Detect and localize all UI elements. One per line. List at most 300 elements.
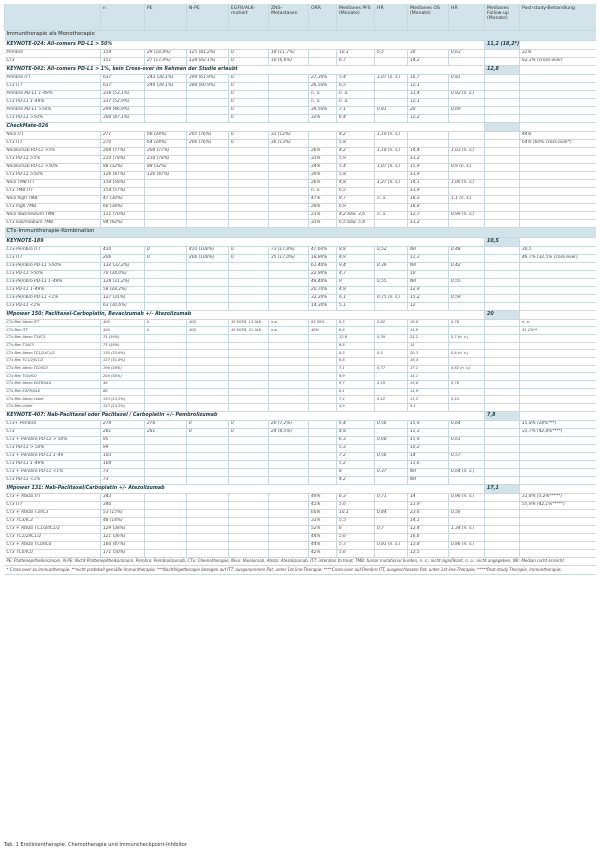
table-cell (520, 541, 597, 549)
table-cell (229, 468, 269, 476)
table-row (5, 365, 597, 373)
table-cell: n. a. (520, 319, 597, 327)
table-cell: 281 (101, 428, 145, 436)
table-row (5, 302, 597, 310)
table-cell: 14,9 (408, 388, 449, 396)
table-cell (520, 517, 597, 525)
table-cell: 278 (101, 420, 145, 428)
table-cell (269, 171, 309, 179)
table-cell (145, 436, 187, 444)
table-cell: 33% (309, 219, 337, 227)
table-cell (485, 517, 520, 525)
table-cell: 66 (101, 388, 145, 396)
table-cell: 10,5 (485, 237, 520, 246)
table-cell (187, 98, 229, 106)
study-row (5, 411, 597, 420)
table-cell (485, 357, 520, 365)
table-cell: 75 (19%) (101, 334, 145, 342)
table-row (5, 57, 597, 65)
table-cell (520, 365, 597, 373)
table-cell (229, 294, 269, 302)
table-cell: 243 (38,1%) (145, 74, 187, 82)
table-cell (520, 163, 597, 171)
column-header (5, 4, 101, 30)
table-cell: 62,3% (cross-over) (520, 57, 597, 65)
table-cell: 153 (13,2%) (101, 396, 145, 404)
table-cell (485, 106, 520, 114)
table-cell (269, 262, 309, 270)
table-cell: 88 (32%) (101, 163, 145, 171)
table-cell (485, 302, 520, 310)
table-cell: 6,9 (337, 373, 375, 381)
table-cell: 0,56 (449, 509, 485, 517)
table-row (5, 139, 597, 147)
table-cell (229, 541, 269, 549)
table-cell (269, 549, 309, 557)
table-cell (145, 342, 187, 350)
table-cell (520, 211, 597, 219)
table-cell: 0,77 (375, 365, 408, 373)
table-cell: 400 (101, 319, 145, 327)
table-cell (229, 460, 269, 468)
table-cell (520, 219, 597, 227)
table-cell: 14,2 (408, 57, 449, 65)
table-cell (309, 357, 337, 365)
table-cell: 0,7 (375, 525, 408, 533)
study-title: CheckMate-026 (5, 122, 485, 131)
table-cell (485, 171, 520, 179)
table-cell: 60 (38%) (101, 203, 145, 211)
table-cell: 299 (46,9%) (101, 106, 145, 114)
table-cell: 0,54 (449, 396, 485, 404)
table-cell (520, 294, 597, 302)
table-cell: 63,50% (309, 319, 337, 327)
table-cell (269, 436, 309, 444)
table-row (5, 541, 597, 549)
table-cell: 31% (520, 49, 597, 57)
table-cell (485, 219, 520, 227)
table-cell: 6,4 (337, 420, 375, 428)
table-cell (449, 57, 485, 65)
table-cell: Nivo ITT (5, 131, 101, 139)
table-cell (520, 203, 597, 211)
table-cell: 0,62 (375, 319, 408, 327)
table-container (4, 4, 596, 829)
table-cell: NR (408, 262, 449, 270)
table-cell: 49% (309, 493, 337, 501)
table-cell: 0,59 (375, 381, 408, 389)
table-cell: 340 (101, 501, 145, 509)
table-cell: CTx TMB ITT (5, 187, 101, 195)
table-cell: Pembro PD-L1 >50% (5, 106, 101, 114)
table-cell (520, 357, 597, 365)
table-cell: CTx-Pembro PD-L1 1–49% (5, 278, 101, 286)
table-cell: 20,3 (408, 350, 449, 358)
table-cell: 73 (17,8%) (269, 246, 309, 254)
table-cell: 35 (17,0%) (269, 254, 309, 262)
table-cell (520, 460, 597, 468)
table-cell: 6,1 (337, 294, 375, 302)
table-cell (269, 163, 309, 171)
table-row (5, 549, 597, 557)
table-cell (309, 444, 337, 452)
table-row (5, 388, 597, 396)
table-cell: 15,9 (408, 420, 449, 428)
table-cell: 5,6 (337, 501, 375, 509)
table-cell (485, 468, 520, 476)
table-cell: 14,1 (408, 179, 449, 187)
table-cell: 64% (60% cross-over*) (520, 139, 597, 147)
table-cell: CTx PD-L1 > 50% (5, 444, 101, 452)
table-cell: 126 (47%) (101, 171, 145, 179)
table-row (5, 211, 597, 219)
table-cell: 73 (101, 468, 145, 476)
table-cell (229, 350, 269, 358)
table-cell (309, 428, 337, 436)
study-row (5, 310, 597, 319)
table-cell: 1,1 (n. s.) (449, 195, 485, 203)
table-cell: 29 (18,8%) (145, 49, 187, 57)
table-cell: 12,1 (408, 82, 449, 90)
table-cell (269, 203, 309, 211)
table-cell: 73 (101, 476, 145, 484)
table-cell: 0,68 (375, 436, 408, 444)
table-cell: CTx + Atezo TC0/IC0 (5, 541, 101, 549)
table-row (5, 155, 597, 163)
table-cell: CTx ITT (5, 139, 101, 147)
table-cell (229, 501, 269, 509)
table-cell: 157 (14,2%) (101, 404, 145, 412)
table-cell (485, 436, 520, 444)
table-cell: 281 (145, 428, 187, 436)
table-cell (485, 396, 520, 404)
table-cell (229, 187, 269, 195)
table-cell: 48 (14%) (101, 517, 145, 525)
table-cell (187, 381, 229, 389)
table-cell (269, 278, 309, 286)
table-cell: 6,9 (337, 203, 375, 211)
study-row (5, 237, 597, 246)
table-cell (485, 404, 520, 412)
table-cell (375, 428, 408, 436)
table-cell (187, 436, 229, 444)
table-cell (485, 476, 520, 484)
table-cell (485, 155, 520, 163)
table-cell: 0,55 (449, 278, 485, 286)
table-row (5, 147, 597, 155)
table-cell: 200 (50%) (101, 373, 145, 381)
table-cell (187, 350, 229, 358)
table-cell (229, 404, 269, 412)
section-title: Immuntherapie als Monotherapie (5, 30, 597, 40)
table-cell: 0,55 (375, 278, 408, 286)
table-cell: 4,8 (337, 428, 375, 436)
table-cell (269, 90, 309, 98)
column-header: ZNS-Metastasen (269, 4, 309, 30)
table-cell: 13,9 (408, 501, 449, 509)
table-cell (187, 533, 229, 541)
table-cell (485, 334, 520, 342)
table-cell: NR (408, 476, 449, 484)
table-cell: CTx + Atezo TC1/2/IC1/2 (5, 525, 101, 533)
table-cell (309, 334, 337, 342)
table-cell (449, 476, 485, 484)
table-row (5, 420, 597, 428)
table-cell (375, 254, 408, 262)
table-cell: n. a. (337, 90, 375, 98)
table-cell: 388 (60,9%) (187, 82, 229, 90)
table-cell (520, 525, 597, 533)
table-cell (145, 203, 187, 211)
table-cell (269, 468, 309, 476)
table-row (5, 179, 597, 187)
table-cell: 18,3 (408, 195, 449, 203)
table-cell: 88 (32%) (145, 163, 187, 171)
table-cell (187, 155, 229, 163)
table-cell: Pembro ITT (5, 74, 101, 82)
table-cell: CTx + Pembro PD-L1 > 50% (5, 436, 101, 444)
table-cell (269, 286, 309, 294)
table-cell: 0,59 (449, 294, 485, 302)
table-cell: 410 (100%) (187, 246, 229, 254)
table-cell (520, 533, 597, 541)
table-cell (375, 82, 408, 90)
table-cell (520, 484, 597, 493)
column-header: N-PE (187, 4, 229, 30)
table-row (5, 350, 597, 358)
table-cell: 1,07 (n. s.) (375, 163, 408, 171)
table-cell (375, 270, 408, 278)
table-row (5, 246, 597, 254)
table-cell (269, 541, 309, 549)
table-cell (269, 365, 309, 373)
table-row (5, 90, 597, 98)
table-cell: 0,69 (449, 106, 485, 114)
table-cell (187, 357, 229, 365)
study-row (5, 484, 597, 493)
table-cell: 1,34 (n. s.) (449, 525, 485, 533)
table-cell: 44% (309, 541, 337, 549)
table-cell: NR (408, 246, 449, 254)
table-cell (309, 373, 337, 381)
table-cell: 18 (11,7%) (269, 49, 309, 57)
table-cell (520, 302, 597, 310)
table-cell: 103 (101, 452, 145, 460)
table-cell (145, 350, 187, 358)
table-cell (485, 509, 520, 517)
table-cell: 16,4 (408, 357, 449, 365)
table-cell (485, 525, 520, 533)
table-cell (187, 476, 229, 484)
table-cell (269, 350, 309, 358)
table-cell: 6,8 (337, 327, 375, 335)
table-cell (229, 365, 269, 373)
table-cell (187, 509, 229, 517)
table-cell: 99 (101, 444, 145, 452)
footnote: * Cross-over zu Immuntherapie, **nicht protokoll-gemäße Immuntherapie; ***Nachfolgetherapie bezogen auf ITT, ausgenommen Pat. unter 1st-line-Therapie; ****Cross-over auf Pembro ITT, ausgeschlossen Pat. unter 1st-line-Therapie; *****Post-study-Therapie, Immuntherapie; (5, 566, 597, 574)
table-cell: CTx ITT (5, 254, 101, 262)
table-cell: 206 (100%) (187, 254, 229, 262)
table-cell: 0,57 (449, 452, 485, 460)
footnote: PE: Plattenepithelkarzinom, N-PE: Nicht-Plattenepithelkarzinom, Pembro: Pembrolizumab, CTx: Chemotherapie, Nivo: Nivolumab, Atezo: Atezolizumab, ITT: intention to treat, TMB: tumor mutational burden, n. s.: nicht signifikant, n. a.: nicht angegeben, NR: Median nicht erreicht (5, 557, 597, 565)
section-row (5, 227, 597, 237)
table-cell (449, 155, 485, 163)
table-cell: 44% (309, 533, 337, 541)
study-row (5, 40, 597, 49)
table-cell (187, 106, 229, 114)
table-cell: 58 (28,2%) (101, 286, 145, 294)
study-title: KEYNOTE-024: All-comers PD-L1 > 50% (5, 40, 485, 49)
table-cell (187, 396, 229, 404)
table-cell: 26% (309, 179, 337, 187)
table-cell: Nivo TMB ITT (5, 179, 101, 187)
table-cell: 0 (229, 139, 269, 147)
table-cell: 0 (187, 420, 229, 428)
table-cell (485, 294, 520, 302)
column-header: PE (145, 4, 187, 30)
table-cell: 206 (101, 254, 145, 262)
table-cell: 6,1 (337, 388, 375, 396)
table-row (5, 254, 597, 262)
table-cell: 0,7 (n. s.) (449, 334, 485, 342)
table-cell (485, 533, 520, 541)
table-cell: 338 (53,1%) (101, 90, 145, 98)
table-cell (229, 533, 269, 541)
table-cell: 0 (229, 90, 269, 98)
table-cell (375, 444, 408, 452)
table-row (5, 509, 597, 517)
table-cell (520, 404, 597, 412)
table-cell: 10 (6,6%) (269, 57, 309, 65)
table-cell (375, 171, 408, 179)
table-cell (449, 270, 485, 278)
table-cell: 7,1 (337, 365, 375, 373)
table-cell (485, 203, 520, 211)
table-cell (449, 533, 485, 541)
table-cell: CTx Bev ITT (5, 327, 101, 335)
table-cell (375, 286, 408, 294)
table-cell: 28% (309, 203, 337, 211)
table-row (5, 404, 597, 412)
table-cell: Nivo high TMB (5, 195, 101, 203)
table-cell (229, 302, 269, 310)
table-cell (145, 476, 187, 484)
table-cell: 64 (24%) (145, 139, 187, 147)
table-cell (229, 286, 269, 294)
column-header: Medianes Follow-up (Monate) (485, 4, 520, 30)
table-cell (309, 436, 337, 444)
table-cell: 0,42 (449, 262, 485, 270)
table-cell (449, 357, 485, 365)
table-cell (449, 517, 485, 525)
table-cell (485, 327, 520, 335)
table-cell (269, 452, 309, 460)
table-cell: NR (408, 278, 449, 286)
table-cell: 66 (24%) (145, 131, 187, 139)
table-cell (449, 171, 485, 179)
table-cell: 17,1 (408, 365, 449, 373)
table-cell (520, 179, 597, 187)
table-cell (269, 187, 309, 195)
table-cell: CTx TC0/IC0 (5, 549, 101, 557)
table-cell: 0,37 (375, 468, 408, 476)
table-row (5, 131, 597, 139)
table-cell: CTx PD-L1 <1% (5, 302, 101, 310)
table-cell: 270 (101, 139, 145, 147)
table-cell (309, 396, 337, 404)
table-cell: 6,8 (337, 342, 375, 350)
table-cell: 17,1 (485, 484, 520, 493)
table-cell (145, 179, 187, 187)
table-cell (145, 541, 187, 549)
table-cell (229, 171, 269, 179)
table-cell (449, 404, 485, 412)
table-cell (309, 420, 337, 428)
table-cell: 8,3 (337, 350, 375, 358)
table-cell (485, 187, 520, 195)
table-cell: 0 (229, 246, 269, 254)
table-cell (375, 57, 408, 65)
table-cell (187, 365, 229, 373)
table-cell: 4,2 (337, 476, 375, 484)
table-row (5, 373, 597, 381)
table-cell: 205 (76%) (187, 131, 229, 139)
table-cell (187, 525, 229, 533)
table-cell: 206 (76%) (187, 139, 229, 147)
table-cell: 9,4 (337, 262, 375, 270)
table-cell (187, 187, 229, 195)
table-row (5, 452, 597, 460)
table-cell (187, 342, 229, 350)
table-cell: 0,36 (375, 262, 408, 270)
table-cell: 31,8% (5,2%*****) (520, 493, 597, 501)
table-cell: 171 (50%) (101, 549, 145, 557)
table-cell (375, 90, 408, 98)
table-cell: CTx Bev Atezo TC0/IC0 (5, 365, 101, 373)
table-cell: 5,6 (337, 549, 375, 557)
table-cell: n. a. (375, 195, 408, 203)
table-cell: 0,71 (375, 493, 408, 501)
table-cell: 0,8 (n. s.) (449, 350, 485, 358)
table-row (5, 517, 597, 525)
table-cell: CTx PD-L1 >50% (5, 171, 101, 179)
table-cell: 48 (101, 381, 145, 389)
table-cell (375, 139, 408, 147)
table-cell (269, 147, 309, 155)
table-cell: 127 (31,8%) (101, 357, 145, 365)
table-cell: 4,7 (337, 270, 375, 278)
table-cell (520, 411, 597, 420)
table-cell: CTx high TMB (5, 203, 101, 211)
table-cell: 33% (309, 155, 337, 163)
table-cell: 16,7 (408, 74, 449, 82)
table-cell (485, 147, 520, 155)
table-cell: 6 (337, 525, 375, 533)
table-cell (187, 270, 229, 278)
table-cell (485, 420, 520, 428)
table-cell: 0 (229, 131, 269, 139)
table-cell: CTx Bev Atezo Leber (5, 396, 101, 404)
table-body (5, 30, 597, 574)
table-cell: 394 (61,9%) (187, 74, 229, 82)
study-title: KEYNOTE-189 (5, 237, 485, 246)
table-cell (520, 237, 597, 246)
table-cell: 10 (408, 270, 449, 278)
table-cell: 124 (82,1%) (187, 57, 229, 65)
table-cell (145, 219, 187, 227)
table-cell (187, 211, 229, 219)
table-cell: 5,8 (337, 171, 375, 179)
